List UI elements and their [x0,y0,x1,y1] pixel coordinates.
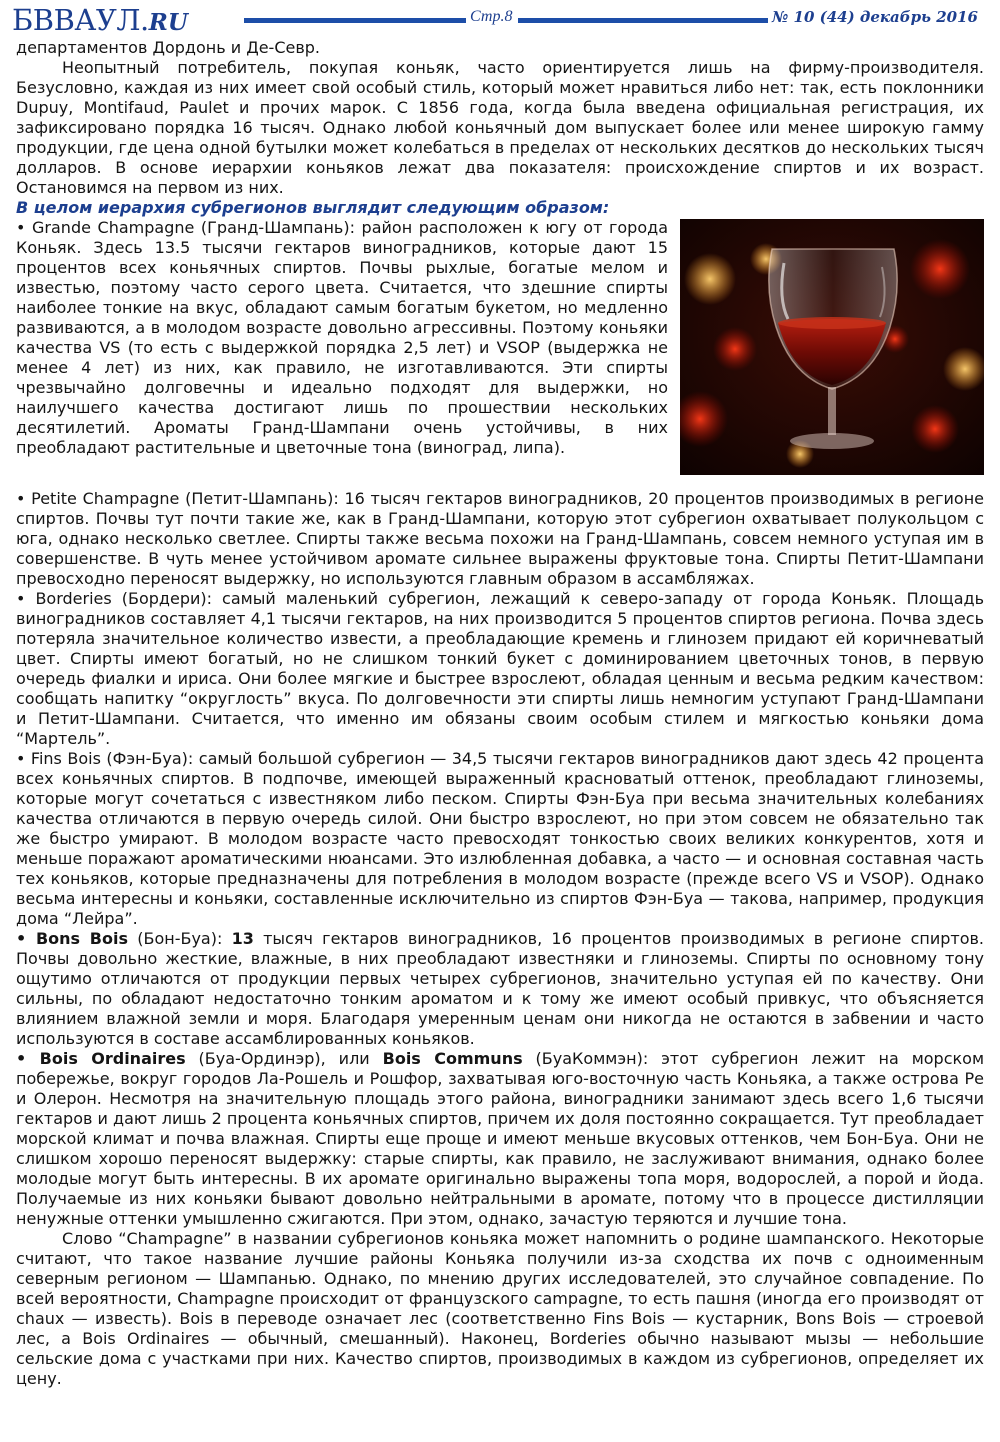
masthead [0,0,1000,40]
bons-bois-name: Bons Bois [35,929,128,948]
bois-ordinaires-bullet: • [16,1049,40,1068]
petite-champagne-paragraph: • Petite Champagne (Петит-Шампань): 16 тысяч гектаров виноградников, 20 процентов производимых в регионе спиртов. Почвы тут почти такие же, как в Гранд-Шампани, которую этот субрегион охватывает полукольцом с юга, однако несколько светлее. Спирты также весьма похожи на Гранд-Шампань, совсем немного уступая им в совершенстве. В чуть менее устойчивом аромате сильнее выражены фруктовые тона. Спирты Петит-Шампани превосходно переносят выдержку, но используются главным образом в ассамбляжах. [16,489,984,588]
bons-bois-mid: (Бон-Буа): [127,929,232,948]
bois-ordinaires-mid: (Буа-Ординэр), или [185,1049,383,1068]
article-body [16,38,984,1389]
header-rule-right [518,18,768,23]
bons-bois-paragraph [16,929,984,1049]
logo-accent-text: RU [148,9,188,36]
grande-champagne-paragraph: • Grande Champagne (Гранд-Шампань): район расположен к югу от города Коньяк. Здесь 13.5 тысячи гектаров виноградников, которые дают 15 процентов всех коньячных спиртов. Почвы рыхлые, богатые мелом и известью, поэтому часто серого цвета. Считается, что здешние спирты наиболее тонкие на вкус, обладают самым богатым букетом, но медленно развиваются, а в молодом возрасте довольно агрессивны. Поэтому коньяки качества VS (то есть с выдержкой порядка 2,5 лет) и VSOP (выдержка не менее 4 лет) из них, как правило, не изготавливаются. Эти спирты чрезвычайно долговечны и идеально подходят для выдержки, но наилучшего качества достигают лишь по прошествии нескольких десятилетий. Ароматы Гранд-Шампани очень устойчивы, в них преобладают растительные и цветочные тона (виноград, липа). [16,218,668,457]
paragraph-consumer: Неопытный потребитель, покупая коньяк, часто ориентируется лишь на фирму-производителя. Безусловно, каждая из них имеет свой особый стиль, который может нравиться либо нет: так, есть поклонники Dupuy, Montifaud, Paulet и прочих марок. С 1856 года, когда была введена официальная регистрация, их зафиксировано порядка 16 тысяч. Однако любой коньячный дом выпускает более или менее широкую гамму продукции, где цена одной бутылки может колебаться в пределах от нескольких десятков до нескольких тысяч долларов. В основе иерархии коньяков лежат два показателя: происхождение спиртов и их возраст. Остановимся на первом из них. [16,58,984,197]
bois-ordinaires-text: (БуаКоммэн): этот субрегион лежит на морском побережье, вокруг городов Ла-Рошель и Рошфор, захватывая юго-восточную часть Коньяка, а также острова Ре и Олерон. Несмотря на значительную площадь этого района, виноградники занимают здесь всего 1,6 тысячи гектаров и дают лишь 2 процента коньячных спиртов, причем их доля постоянно сокращается. Тут преобладает морской климат и почва влажная. Спирты еще проще и имеют меньше вкусовых оттенков, чем Бон-Буа. Они не слишком хорошо переносят выдержку: старые спирты, как правило, не заслуживают внимания, однако более молодые могут быть интересны. В их аромате оригинально выражены топа моря, водорослей, а порой и йода. Получаемые из них коньяки бывают довольно нейтральными в аромате, потому что в процессе дистилляции ненужные оттенки умышленно сжигаются. При этом, однако, зачастую теряются и лучшие тона. [16,1049,985,1228]
borderies-paragraph: • Borderies (Бордери): самый маленький субрегион, лежащий к северо-западу от города Коньяк. Площадь виноградников составляет 4,1 тысячи гектаров, на них производится 5 процентов спиртов региона. Почва здесь потеряла значительное количество извести, а преобладающие кремень и глинозем придают ей коричневатый цвет. Спирты имеют богатый, но не слишком тонкий букет с доминированием цветочных тонов, в первую очередь фиалки и ириса. Они более мягкие и быстрее взрослеют, обладая ценным и весьма редким качеством: сообщать напитку “округлость” вкуса. По долговечности эти спирты лишь немногим уступают Гранд-Шампани и Петит-Шампани. Считается, что именно им обязаны своим особым стилем и мягкостью коньяки дома “Мартель”. [16,589,984,748]
bons-bois-bullet: • [16,929,36,948]
subregion-list [16,481,984,1389]
bois-ordinaires-paragraph [16,1049,984,1229]
issue-label: № 10 (44) декабрь 2016 [772,8,978,26]
page-number: Стр.8 [470,8,513,25]
cognac-glass-photo [680,219,984,475]
closing-paragraph: Слово “Champagne” в названии субрегионов коньяка может напомнить о родине шампанского. Некоторые считают, что такое название лучшие районы Коньяка получили из-за сходства их почв с одноименным северным регионом — Шампанью. Однако, по мнению других исследователей, это случайное совпадение. По всей вероятности, Champagne происходит от французского campagne, то есть пашня (иногда его производят от chaux — известь). Bois в переводе означает лес (соответственно Fins Bois — кустарник, Bons Bois — строевой лес, a Bois Ordinaires — обычный, смешанный). Наконец, Borderies обычно называют мызы — небольшие сельские дома с участками при них. Качество спиртов, производимых в каждом из субрегионов, определяет их цену. [16,1229,984,1388]
bois-ordinaires-name: Bois Ordinaires [39,1049,186,1068]
fins-bois-paragraph: • Fins Bois (Фэн-Буа): самый большой субрегион — 34,5 тысячи гектаров виноградников дают здесь 42 процента всех коньячных спиртов. В подпочве, имеющей выраженный красноватый оттенок, преобладают глиноземы, которые могут сочетаться с известняком либо песком. Спирты Фэн-Буа при весьма значительных колебаниях качества отличаются в первую очередь силой. Они быстро взрослеют, но при этом совсем не обязательно так же быстро умирают. В молодом возрасте часто превосходят тонкостью своих великих конкурентов, хотя и меньше поражают ароматическими нюансами. Это излюбленная добавка, а часто — и основная составная часть тех коньяков, которые предназначены для потребления в молодом возрасте (прежде всего VS и VSOP). Однако весьма интересны и коньяки, составленные исключительно из спиртов Фэн-Буа — такова, например, продукция дома “Лейра”. [16,749,984,928]
header-rule-left [244,18,466,23]
cognac-glass-image [680,219,984,475]
bois-communs-name: Bois Communs [382,1049,523,1068]
bons-bois-text: тысяч гектаров виноградников, 16 процентов производимых в регионе спиртов. Почвы довольно жесткие, влажные, в них преобладают известняки и глиноземы. Спирты по основному тону ощутимо отличаются от продукции первых четырех субрегионов, значительно уступая ей по качеству. Они сильны, по обладают недостаточно тонким ароматом и к тому же имеют особый привкус, что объясняется влиянием влажной земли и моря. Благодаря умеренным ценам они никогда не остаются в забвении и часто используются в составе ассамблированных коньяков. [16,929,985,1048]
site-logo[interactable] [12,3,188,37]
logo-text: БВВАУЛ. [12,3,149,37]
intro-tail: департаментов Дордонь и Де-Севр. [16,38,321,57]
bons-bois-number: 13 [231,929,254,948]
grande-champagne-block [16,218,984,458]
section-subheading: В целом иерархия субрегионов выглядит следующим образом: [16,198,610,217]
